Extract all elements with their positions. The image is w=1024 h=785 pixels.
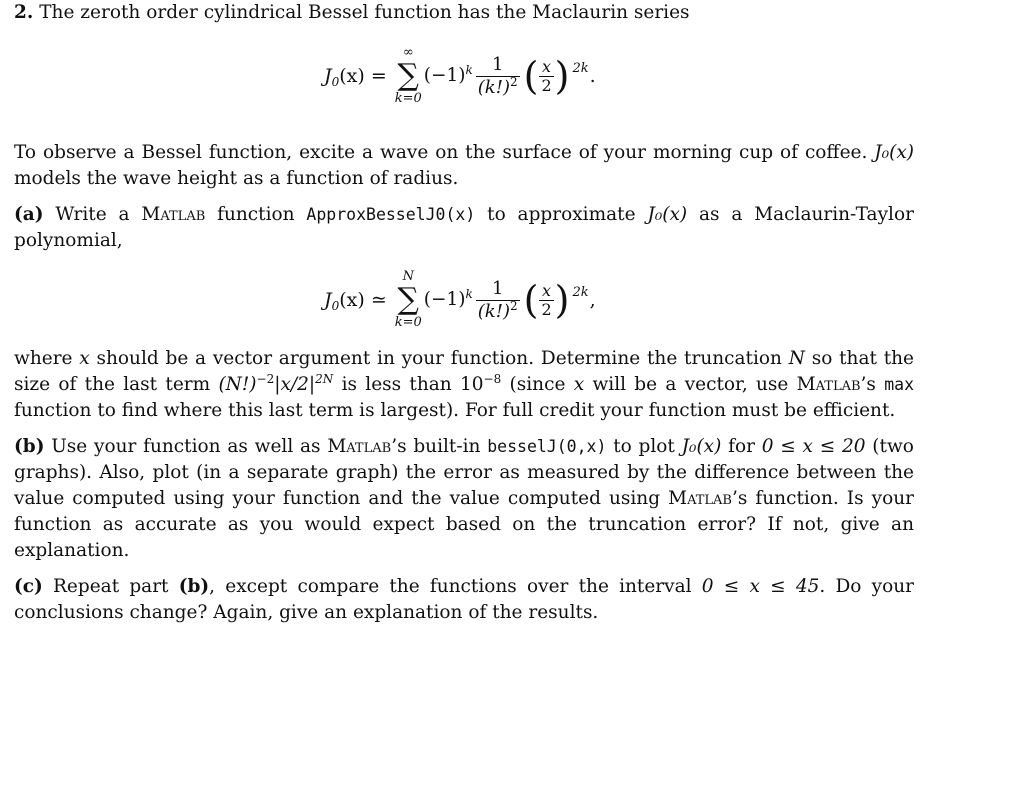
- part-a-label: (a): [14, 204, 44, 225]
- problem-intro: [14, 0, 914, 26]
- where-paragraph: where x should be a vector argument in your function. Determine the truncation N so that the size of the last term $(N!)^{-2}|x/2|^{2N}$ is less than $10^{-8}$ (since x will be a vector, use Matlab’s max function to find where this last term is largest). For full credit your function must be efficient.: [14, 348, 915, 421]
- left-paren: (: [523, 278, 539, 322]
- eq2-relation: ≃: [370, 289, 387, 311]
- left-paren: (: [523, 54, 539, 98]
- eq2-sum-upper: N: [402, 269, 414, 284]
- problem-number: 2.: [14, 2, 34, 23]
- matlab-name: Matlab: [141, 204, 206, 225]
- code-approxbesselj0: ApproxBesselJ0(x): [306, 205, 476, 224]
- eq2-x-over-2: $\frac{x}{2}$: [541, 280, 552, 319]
- part-b-paragraph: (b) Use your function as well as Matlab’s built-in besselJ(0,x) to plot J₀(x) for 0 ≤ x ≤ 20 (two graphs). Also, plot (in a separate graph) the error as measured by the difference between the value computed using your function and the value computed using Matlab’s function. Is your function as accurate as you would expect based on the truncation error? If not, give an explanation.: [14, 436, 914, 561]
- eq1-summation: [395, 46, 422, 106]
- eq2-power: 2k: [572, 285, 589, 300]
- last-term-expression: $(N!)^{-2}|x/2|^{2N}$: [218, 372, 334, 395]
- maclaurin-series-equation: [14, 26, 914, 126]
- right-paren: ): [554, 54, 570, 98]
- sigma-symbol: ∑: [397, 58, 419, 93]
- eq1-sum-upper: ∞: [402, 45, 414, 60]
- eq1-sum-lower: k=0: [394, 91, 422, 106]
- eq1-x-over-2: $\frac{x}{2}$: [541, 56, 552, 95]
- problem-document: [14, 0, 914, 626]
- eq2-sign-term: $(-1)^k$: [423, 287, 473, 310]
- tolerance-value: $10^{-8}$: [460, 372, 502, 395]
- range-b: 0 ≤ x ≤ 20: [761, 436, 866, 457]
- right-paren: ): [554, 278, 570, 322]
- eq1-sign-term: $(-1)^k$: [423, 63, 473, 86]
- eq2-summation: [395, 270, 422, 330]
- taylor-polynomial-equation: [14, 254, 914, 346]
- eq1-factorial-fraction: $\frac{1}{(k!)^2}$: [477, 53, 518, 98]
- part-b-label: (b): [14, 436, 45, 457]
- code-max: max: [884, 375, 915, 394]
- eq1-relation: =: [370, 65, 387, 87]
- problem-intro-text: The zeroth order cylindrical Bessel function has the Maclaurin series: [39, 2, 690, 23]
- eq1-trail: .: [589, 65, 596, 87]
- eq1-power: 2k: [572, 61, 589, 76]
- eq2-trail: ,: [589, 289, 596, 311]
- eq2-lhs: $J_0(x)$: [324, 289, 365, 313]
- j0x-symbol: J₀(x): [874, 142, 914, 163]
- eq2-factorial-fraction: $\frac{1}{(k!)^2}$: [477, 277, 518, 322]
- code-besselj: besselJ(0,x): [487, 437, 607, 456]
- sigma-symbol: ∑: [397, 282, 419, 317]
- coffee-paragraph: To observe a Bessel function, excite a wave on the surface of your morning cup of coffee. J₀(x) models the wave height as a function of radius.: [14, 142, 914, 189]
- eq2-sum-lower: k=0: [394, 315, 422, 330]
- part-c-paragraph: (c) Repeat part (b), except compare the functions over the interval 0 ≤ x ≤ 45. Do your conclusions change? Again, give an explanation of the results.: [14, 576, 914, 623]
- eq1-lhs: $J_0(x)$: [324, 65, 365, 89]
- range-c: 0 ≤ x ≤ 45: [701, 576, 820, 597]
- part-c-label: (c): [14, 576, 43, 597]
- part-a-paragraph: (a) Write a Matlab function ApproxBesselJ0(x) to approximate J₀(x) as a Maclaurin-Taylor polynomial,: [14, 204, 914, 251]
